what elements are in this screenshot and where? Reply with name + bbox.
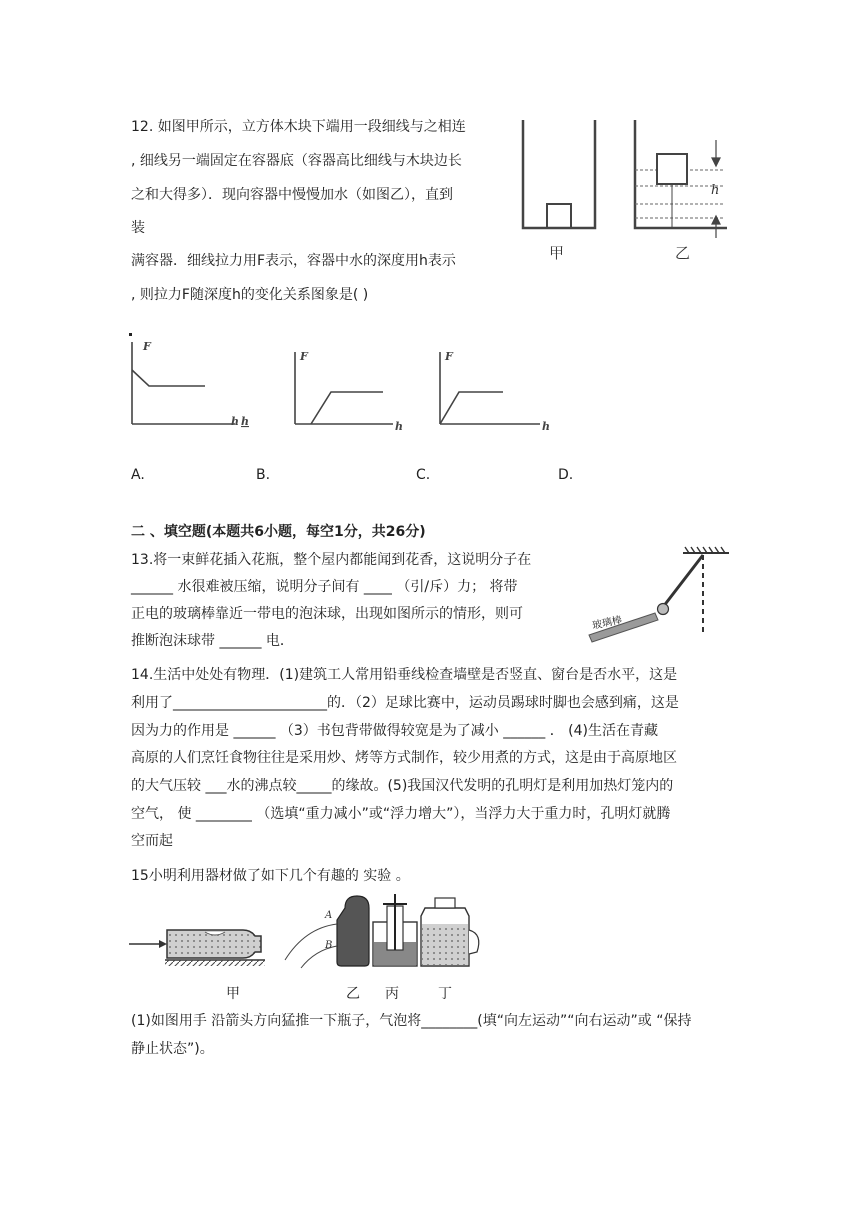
q13-glass-rod-figure	[585, 545, 735, 645]
q12-fig-jia-label: 甲	[549, 244, 565, 262]
q15-part1-line-1: (1)如图用手 沿箭头方向猛推一下瓶子，气泡将________(填“向左运动”“向右运动”或 “保持	[131, 1013, 692, 1029]
graph-c-h-label: h	[542, 420, 550, 433]
q13-line-1: 13.将一束鲜花插入花瓶，整个屋内都能闻到花香，这说明分子在	[131, 552, 532, 568]
graph-a-h-label-2: h	[241, 415, 249, 428]
q14-line-6: 空气， 使 ________ （选填“重力减小”或“浮力增大”），当浮力大于重力时，孔明灯就腾	[131, 806, 671, 822]
q15-fig-label-yi: 乙	[346, 986, 360, 1002]
q12-option-c[interactable]: C.	[416, 467, 431, 483]
q12-line-4: 装	[131, 220, 145, 236]
q12-line-3: 之和大得多）．现向容器中慢慢加水（如图乙），直到	[131, 187, 453, 203]
q15-part1-line-2: 静止状态”)。	[131, 1041, 214, 1057]
q12-line-2: , 细线另一端固定在容器底（容器高比细线与木块边长	[131, 153, 462, 169]
q14-line-3: 因为力的作用是 ______ （3）书包背带做得较宽是为了减小 ______ ． (4)生活在青藏	[131, 723, 658, 739]
q12-line-5: 满容器．细线拉力用F表示，容器中水的深度用h表示	[131, 253, 456, 269]
q14-line-1: 14.生活中处处有物理．(1)建筑工人常用铅垂线检查墙壁是否竖直、窗台是否水平，这是	[131, 667, 678, 683]
q12-fig-h-label: h	[711, 183, 720, 198]
graph-a-h-label: h	[231, 415, 239, 428]
q15-experiments-figure	[125, 890, 485, 972]
q13-line-3: 正电的玻璃棒靠近一带电的泡沫球，出现如图所示的情形，则可	[131, 606, 523, 622]
q12-line-1: 12. 如图甲所示，立方体木块下端用一段细线与之相连	[131, 119, 466, 135]
section-2-title: 二 、填空题(本题共6小题，每空1分，共26分)	[131, 524, 426, 540]
q12-option-a[interactable]: A.	[131, 467, 145, 483]
graph-b-h-label: h	[395, 420, 403, 433]
graph-b-f-label: F	[300, 350, 308, 363]
q13-line-2: ______ 水很难被压缩，说明分子间有 ____ （引/斥）力； 将带	[131, 579, 518, 595]
q15-fig-label-b: B	[325, 940, 333, 951]
q14-line-5: 的大气压较 ___水的沸点较_____的缘故。(5)我国汉代发明的孔明灯是利用加热灯笼内的	[131, 778, 674, 794]
q12-container-figure	[515, 110, 735, 270]
graph-c-f-label: F	[445, 350, 453, 363]
q15-fig-label-jia: 甲	[226, 986, 240, 1002]
q14-line-7: 空而起	[131, 833, 173, 849]
q12-graphs	[125, 336, 565, 436]
q14-line-4: 高原的人们烹饪食物往往是采用炒、烤等方式制作，较少用煮的方式，这是由于高原地区	[131, 750, 677, 766]
q13-line-4: 推断泡沫球带 ______ 电．	[131, 633, 294, 649]
q15-fig-label-bing: 丙	[385, 986, 399, 1002]
q12-option-d[interactable]: D.	[558, 467, 574, 483]
q15-title: 15小明利用器材做了如下几个有趣的 实验 。	[131, 868, 410, 884]
q15-fig-label-ding: 丁	[438, 986, 452, 1002]
q12-option-b[interactable]: B.	[256, 467, 271, 483]
q15-fig-label-a: A	[325, 910, 333, 921]
graph-a-f-label: F	[143, 340, 151, 353]
q13-rod-label: 玻璃棒	[591, 614, 623, 632]
q12-fig-yi-label: 乙	[675, 244, 691, 262]
q12-line-6: , 则拉力F随深度h的变化关系图象是( )	[131, 287, 369, 303]
q14-line-2: 利用了______________________的．（2）足球比赛中，运动员踢球时脚也会感到痛，这是	[131, 695, 679, 711]
